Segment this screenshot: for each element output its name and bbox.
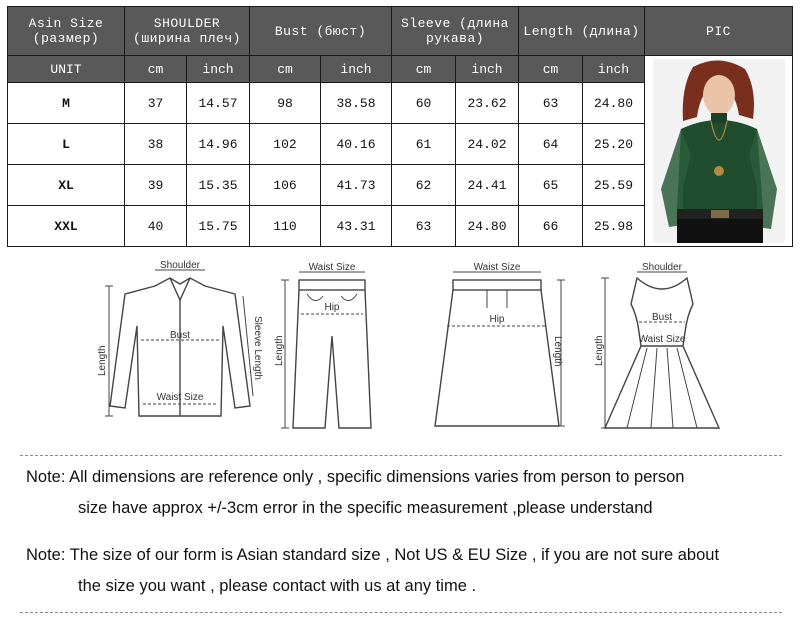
divider (20, 455, 782, 456)
cell-bust-inch: 43.31 (321, 206, 392, 247)
shirt-bust-label: Bust (169, 330, 191, 341)
unit-cm: cm (125, 56, 187, 83)
cell-bust-inch: 41.73 (321, 165, 392, 206)
dress-bust-label: Bust (651, 312, 673, 323)
skirt-diagram (427, 256, 567, 436)
skirt-hip-label: Hip (489, 314, 505, 325)
unit-label: UNIT (8, 56, 125, 83)
pants-length-label: Length (274, 335, 285, 366)
cell-length-cm: 65 (519, 165, 583, 206)
note-accuracy-line2: size have approx +/-3cm error in the specific measurement ,please understand (78, 499, 653, 517)
shirt-shoulder-label: Shoulder (159, 260, 201, 271)
cell-shoulder-inch: 15.75 (187, 206, 250, 247)
cell-shoulder-inch: 15.35 (187, 165, 250, 206)
note-asian-size-line2: the size you want , please contact with us at any time . (78, 577, 477, 595)
unit-cm: cm (250, 56, 321, 83)
shirt-waist-label: Waist Size (156, 392, 204, 403)
skirt-waist-label: Waist Size (473, 262, 521, 273)
measurement-diagrams (7, 244, 793, 454)
cell-bust-cm: 102 (250, 124, 321, 165)
cell-bust-inch: 40.16 (321, 124, 392, 165)
cell-shoulder-inch: 14.57 (187, 83, 250, 124)
product-photo (653, 59, 785, 243)
note-asian-size-line1: Note: The size of our form is Asian standard size , Not US & EU Size , if you are not sure about (26, 546, 720, 564)
unit-inch: inch (583, 56, 645, 83)
unit-inch: inch (456, 56, 519, 83)
dress-diagram (594, 256, 727, 436)
pants-waist-label: Waist Size (308, 262, 356, 273)
cell-length-cm: 64 (519, 124, 583, 165)
shirt-diagram (95, 256, 265, 436)
cell-length-inch: 25.20 (583, 124, 645, 165)
size-chart-table (7, 6, 793, 247)
cell-sleeve-cm: 61 (392, 124, 456, 165)
cell-sleeve-inch: 24.41 (456, 165, 519, 206)
pants-hip-label: Hip (324, 302, 340, 313)
shirt-sleeve-label: Sleeve Length (252, 316, 263, 380)
header-shoulder: SHOULDER (ширина плеч) (125, 7, 250, 56)
dress-shoulder-label: Shoulder (641, 262, 683, 273)
product-photo-cell (645, 56, 793, 247)
unit-cm: cm (392, 56, 456, 83)
cell-length-inch: 24.80 (583, 83, 645, 124)
header-pic: PIC (645, 7, 793, 56)
cell-length-cm: 63 (519, 83, 583, 124)
cell-bust-cm: 110 (250, 206, 321, 247)
cell-shoulder-cm: 37 (125, 83, 187, 124)
unit-cm: cm (519, 56, 583, 83)
note-accuracy (26, 462, 786, 524)
size-label: L (8, 124, 125, 165)
cell-sleeve-cm: 60 (392, 83, 456, 124)
cell-sleeve-cm: 63 (392, 206, 456, 247)
cell-length-cm: 66 (519, 206, 583, 247)
cell-shoulder-cm: 40 (125, 206, 187, 247)
size-label: M (8, 83, 125, 124)
shirt-length-label: Length (97, 345, 108, 376)
pants-diagram (274, 256, 387, 436)
note-accuracy-line1: Note: All dimensions are reference only , specific dimensions varies from person to person (26, 468, 685, 486)
cell-bust-cm: 98 (250, 83, 321, 124)
cell-shoulder-inch: 14.96 (187, 124, 250, 165)
cell-shoulder-cm: 39 (125, 165, 187, 206)
size-label: XXL (8, 206, 125, 247)
cell-bust-inch: 38.58 (321, 83, 392, 124)
size-label: XL (8, 165, 125, 206)
cell-sleeve-inch: 24.02 (456, 124, 519, 165)
unit-inch: inch (321, 56, 392, 83)
dress-waist-label: Waist Size (638, 334, 686, 345)
note-asian-size (26, 540, 786, 602)
cell-shoulder-cm: 38 (125, 124, 187, 165)
cell-bust-cm: 106 (250, 165, 321, 206)
header-bust: Bust (бюст) (250, 7, 392, 56)
skirt-length-label: Length (552, 336, 563, 367)
unit-inch: inch (187, 56, 250, 83)
cell-length-inch: 25.98 (583, 206, 645, 247)
divider (20, 612, 782, 613)
cell-sleeve-inch: 23.62 (456, 83, 519, 124)
cell-sleeve-inch: 24.80 (456, 206, 519, 247)
header-asin-size: Asin Size (размер) (8, 7, 125, 56)
dress-length-label: Length (594, 335, 605, 366)
header-sleeve: Sleeve (длина рукава) (392, 7, 519, 56)
header-length: Length (длина) (519, 7, 645, 56)
cell-sleeve-cm: 62 (392, 165, 456, 206)
cell-length-inch: 25.59 (583, 165, 645, 206)
